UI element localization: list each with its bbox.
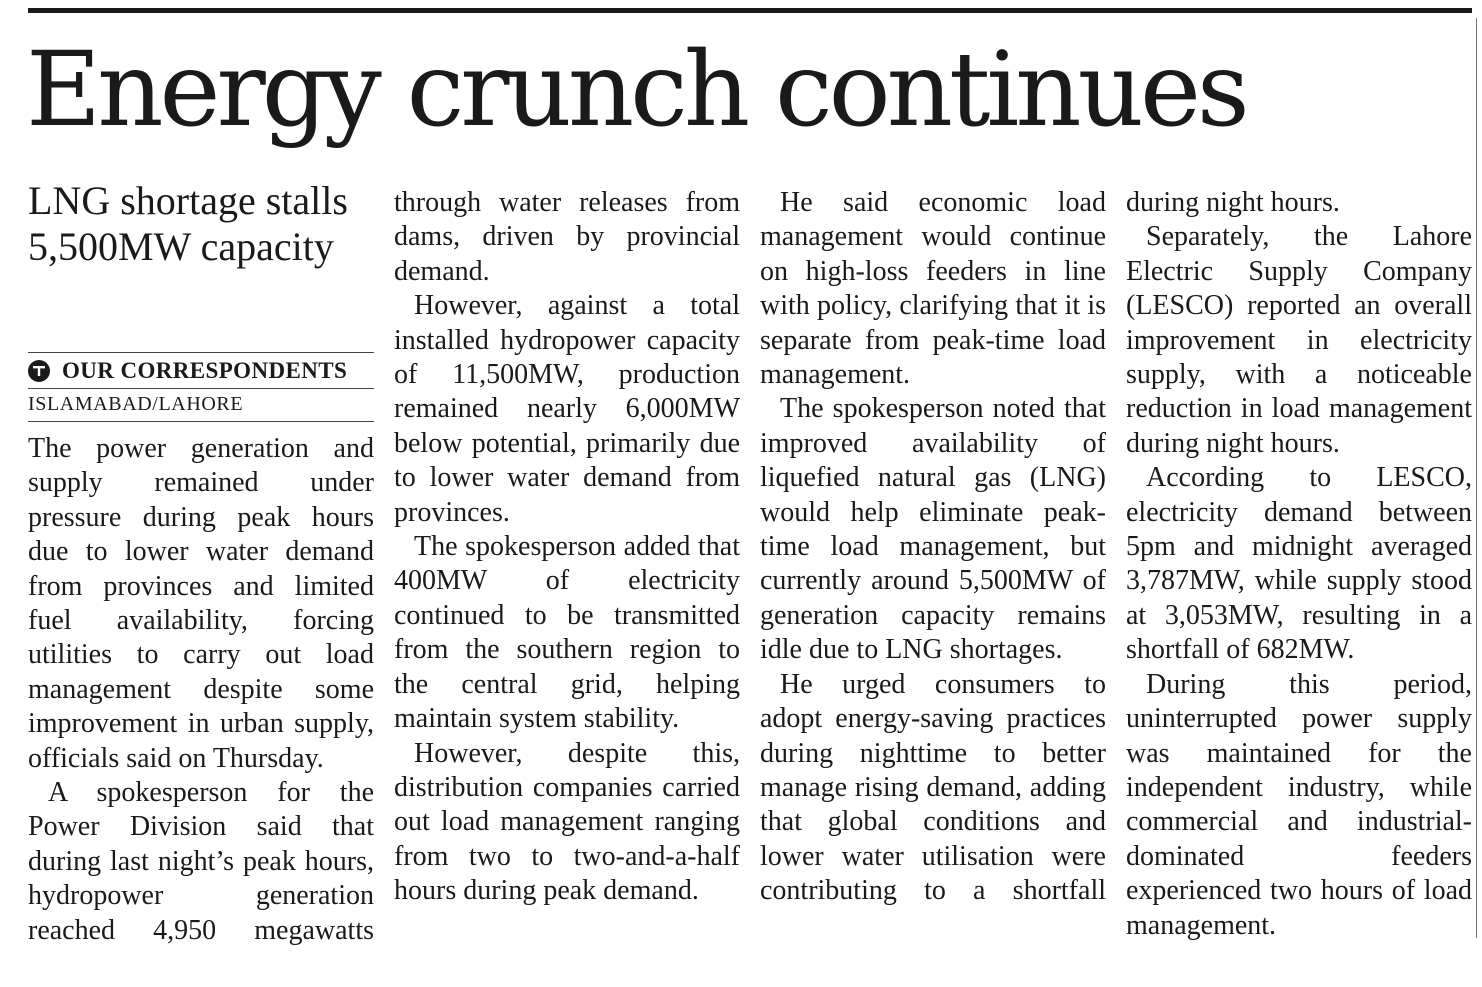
paragraph: through water releases from dams, driven by provincial demand. <box>394 187 740 287</box>
byline-rule <box>28 352 374 353</box>
paragraph: However, despite this, distribution companies carried out load management ranging from two to two-and-a-half hours during peak demand. <box>394 737 740 907</box>
publication-logo-icon <box>28 360 50 382</box>
dateline: ISLAMABAD/LAHORE <box>28 393 244 415</box>
article-column-1 <box>28 432 374 948</box>
subheadline: LNG shortage stalls 5,500MW capacity <box>28 178 348 269</box>
paragraph: During this period, uninterrupted power supply was maintained for the independent industry, while commercial and industrial-dominated feeders experienced two hours of load management. <box>1126 668 1472 941</box>
paragraph: He said economic load management would continue on high-loss feeders in line with policy, clarifying that it is separate from peak-time load management. <box>760 187 1106 391</box>
byline <box>28 356 374 386</box>
headline: Energy crunch continues <box>26 30 1246 150</box>
paragraph: The spokesperson noted that improved availability of liquefied natural gas (LNG) would help eliminate peak-time load management, but currently around 5,500MW of generation capacity remains idle due to LNG shortages. <box>760 393 1106 666</box>
top-rule <box>28 8 1472 13</box>
paragraph: Separately, the Lahore Electric Supply Company (LESCO) reported an overall improvement in electricity supply, with a noticeable reduction in load management during night hours. <box>1126 221 1472 459</box>
column-divider <box>1476 18 1477 938</box>
paragraph: According to LESCO, electricity demand between 5pm and midnight averaged 3,787MW, while supply stood at 3,053MW, resulting in a shortfall of 682MW. <box>1126 462 1472 666</box>
byline-name: OUR CORRESPONDENTS <box>62 358 348 383</box>
article-column-3 <box>760 186 1106 909</box>
paragraph: The spokesperson added that 400MW of electricity continued to be transmitted from the southern region to the central grid, helping maintain system stability. <box>394 531 740 735</box>
byline-rule <box>28 388 374 389</box>
paragraph: The power generation and supply remained under pressure during peak hours due to lower water demand from provinces and limited fuel availability, forcing utilities to carry out load management despite some improvement in urban supply, officials said on Thursday. <box>28 433 374 774</box>
article-column-2 <box>394 186 740 909</box>
paragraph: A spokesperson for the Power Division said that during last night’s peak hours, hydropower generation reached 4,950 megawatts <box>28 777 374 946</box>
byline-rule <box>28 421 374 422</box>
paragraph: during night hours. <box>1126 187 1340 218</box>
paragraph: He urged consumers to adopt energy-saving practices during nighttime to better manage rising demand, adding that global conditions and lower water utilisation were contributing to a shortfall <box>760 668 1106 907</box>
paragraph: However, against a total installed hydropower capacity of 11,500MW, production remained nearly 6,000MW below potential, primarily due to lower water demand from provinces. <box>394 290 740 528</box>
article-column-4 <box>1126 186 1472 943</box>
